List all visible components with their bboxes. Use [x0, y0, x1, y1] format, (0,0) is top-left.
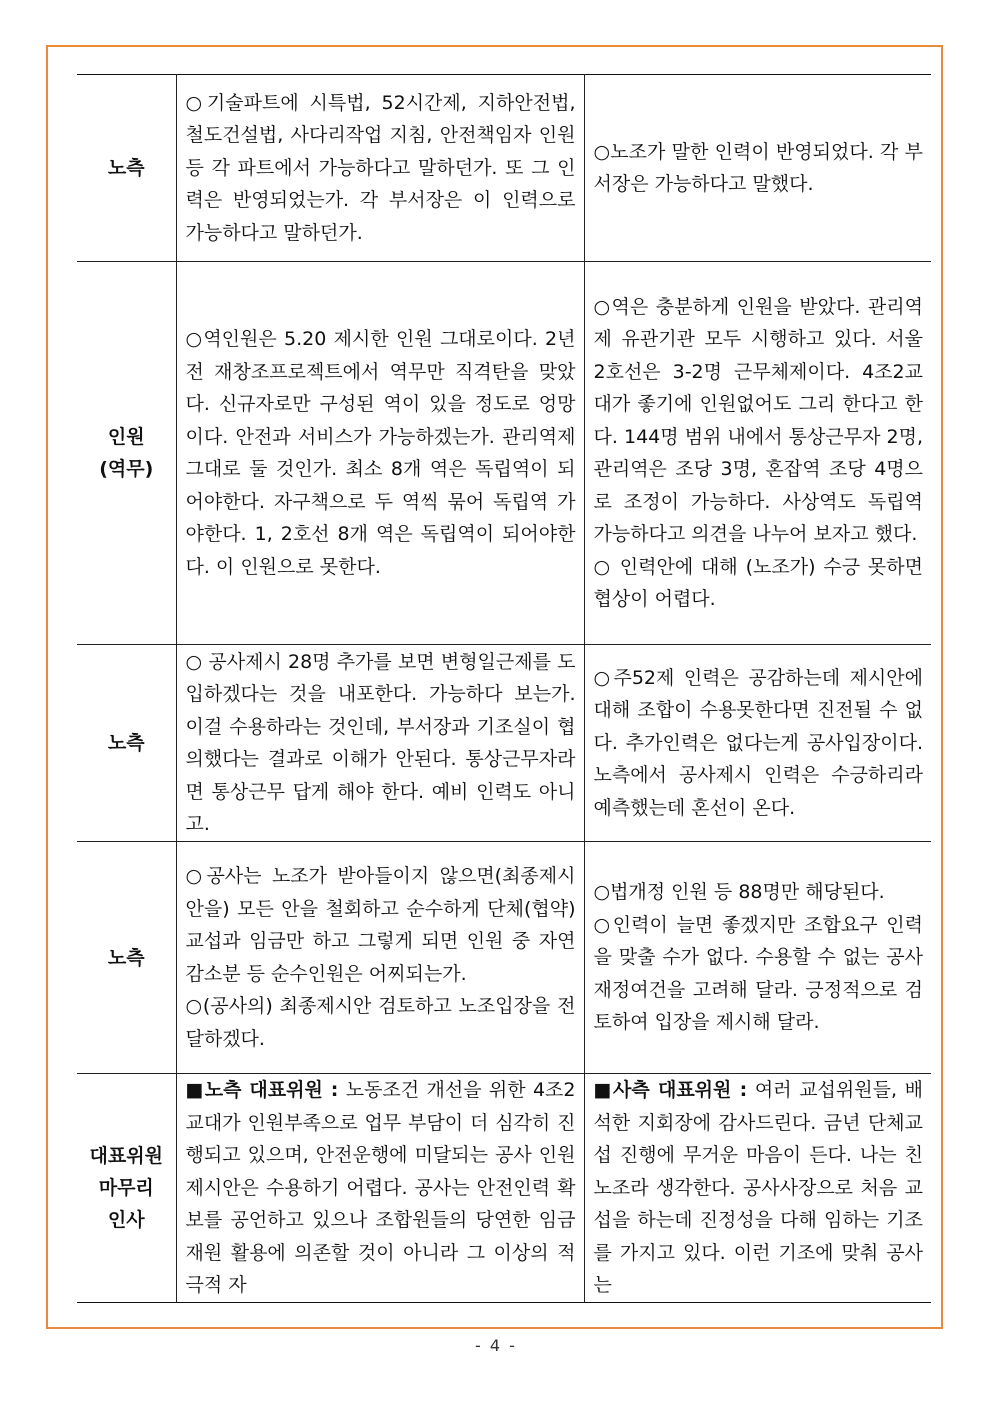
union-statement-cell	[176, 75, 584, 262]
company-closing-remarks	[594, 1074, 924, 1302]
minutes-table	[77, 74, 931, 1303]
speaker-label: 노측	[107, 946, 145, 969]
table-row	[77, 842, 931, 1074]
speaker-cell	[77, 645, 176, 842]
speaker-cell	[77, 1074, 176, 1303]
company-statement-cell	[584, 75, 931, 262]
union-statement: ○역인원은 5.20 제시한 인원 그대로이다. 2년 전 재창조프로젝트에서 역무만 직격탄을 맞았다. 신규자로만 구성된 역이 있을 정도로 엉망이다. 안전과 서비스가 가능하겠는가. 관리역제 그대로 둘 것인가. 최소 8개 역은 독립역이 되어야한다. 자구책으로 두 역씩 묶어 독립역 가야한다. 1, 2호선 8개 역은 독립역이 되어야한다. 이 인원으로 못한다.	[185, 328, 576, 578]
speaker-label: 대표위원 마무리 인사	[89, 1144, 163, 1231]
table-row	[77, 75, 931, 262]
union-statement: ○(공사의) 최종제시안 검토하고 노조입장을 전달하겠다.	[185, 995, 576, 1050]
company-statement: ○역은 충분하게 인원을 받았다. 관리역제 유관기관 모두 시행하고 있다. 서울 2호선은 3-2명 근무체제이다. 4조2교대가 좋기에 인원없어도 그리 한다고 한다. 144명 범위 내에서 통상근무자 2명, 관리역은 조당 3명, 혼잡역 조당 4명으로 조정이 가능하다. 사상역도 독립역 가능하다고 의견을 나누어 보자고 했다.	[593, 295, 923, 545]
union-statement: ○공사는 노조가 받아들이지 않으면(최종제시안을) 모든 안을 철회하고 순수하게 단체(협약)교섭과 임금만 하고 그렇게 되면 인원 중 자연감소분 등 순수인원은 어찌되는가.	[185, 865, 576, 985]
speaker-cell	[77, 262, 176, 645]
table-row	[77, 1074, 931, 1303]
company-statement: ○주52제 인력은 공감하는데 제시안에 대해 조합이 수용못한다면 진전될 수 없다. 추가인력은 없다는게 공사입장이다. 노측에서 공사제시 인력은 수긍하리라 예측했는데 혼선이 온다.	[593, 666, 923, 819]
union-closing-remarks	[186, 1074, 576, 1302]
company-statement: ○ 인력안에 대해 (노조가) 수긍 못하면 협상이 어렵다.	[593, 555, 923, 610]
table-row	[77, 262, 931, 645]
table-row	[77, 645, 931, 842]
company-representative-label: ■사측 대표위원 :	[593, 1079, 748, 1101]
company-statement-cell	[584, 645, 931, 842]
union-representative-label: ■노측 대표위원 :	[185, 1079, 339, 1101]
speaker-label: 노측	[107, 732, 145, 754]
union-closing-cell	[176, 1074, 584, 1303]
speaker-label: 인원 (역무)	[99, 426, 154, 480]
speaker-cell	[77, 75, 176, 262]
speaker-label: 노측	[107, 157, 145, 179]
company-statement-cell	[584, 842, 931, 1074]
page-number: - 4 -	[475, 1336, 517, 1355]
company-statement: ○법개정 인원 등 88명만 해당된다.	[593, 881, 885, 904]
union-statement: ○ 공사제시 28명 추가를 보면 변형일근제를 도입하겠다는 것을 내포한다. 가능하다 보는가. 이걸 수용하라는 것인데, 부서장과 기조실이 협의했다는 결과로 이해가 안된다. 통상근무자라면 통상근무 답게 해야 한다. 예비 인력도 아니고.	[185, 650, 576, 835]
company-statement: ○노조가 말한 인력이 반영되었다. 각 부서장은 가능하다고 말했다.	[593, 140, 923, 195]
company-closing-cell	[584, 1074, 931, 1303]
company-statement-cell	[584, 262, 931, 645]
union-statement-cell	[176, 262, 584, 645]
speaker-cell	[77, 842, 176, 1074]
union-statement-cell	[176, 645, 584, 842]
company-closing-text: 여러 교섭위원들, 배석한 지회장에 감사드린다. 금년 단체교섭 진행에 무거운 마음이 든다. 나는 친노조라 생각한다. 공사사장으로 처음 교섭을 하는데 진정성을 다해 임하는 기조를 가지고 있다. 이런 기조에 맞춰 공사는	[593, 1079, 923, 1296]
company-statement: ○인력이 늘면 좋겠지만 조합요구 인력을 맞출 수가 없다. 수용할 수 없는 공사재정여건을 고려해 달라. 긍정적으로 검토하여 입장을 제시해 달라.	[593, 913, 923, 1034]
union-statement-cell	[176, 842, 584, 1074]
union-statement: ○기술파트에 시특법, 52시간제, 지하안전법, 철도건설법, 사다리작업 지침, 안전책임자 인원 등 각 파트에서 가능하다고 말하던가. 또 그 인력은 반영되었는가. 각 부서장은 이 인력으로 가능하다고 말하던가.	[185, 91, 576, 244]
union-closing-text: 노동조건 개선을 위한 4조2교대가 인원부족으로 업무 부담이 더 심각히 진행되고 있으며, 안전운행에 미달되는 공사 인원 제시안은 수용하기 어렵다. 공사는 안전인력 확보를 공언하고 있으나 조합원들의 당연한 임금재원 활용에 의존할 것이 아니라 그 이상의 적극적 자	[185, 1079, 576, 1296]
